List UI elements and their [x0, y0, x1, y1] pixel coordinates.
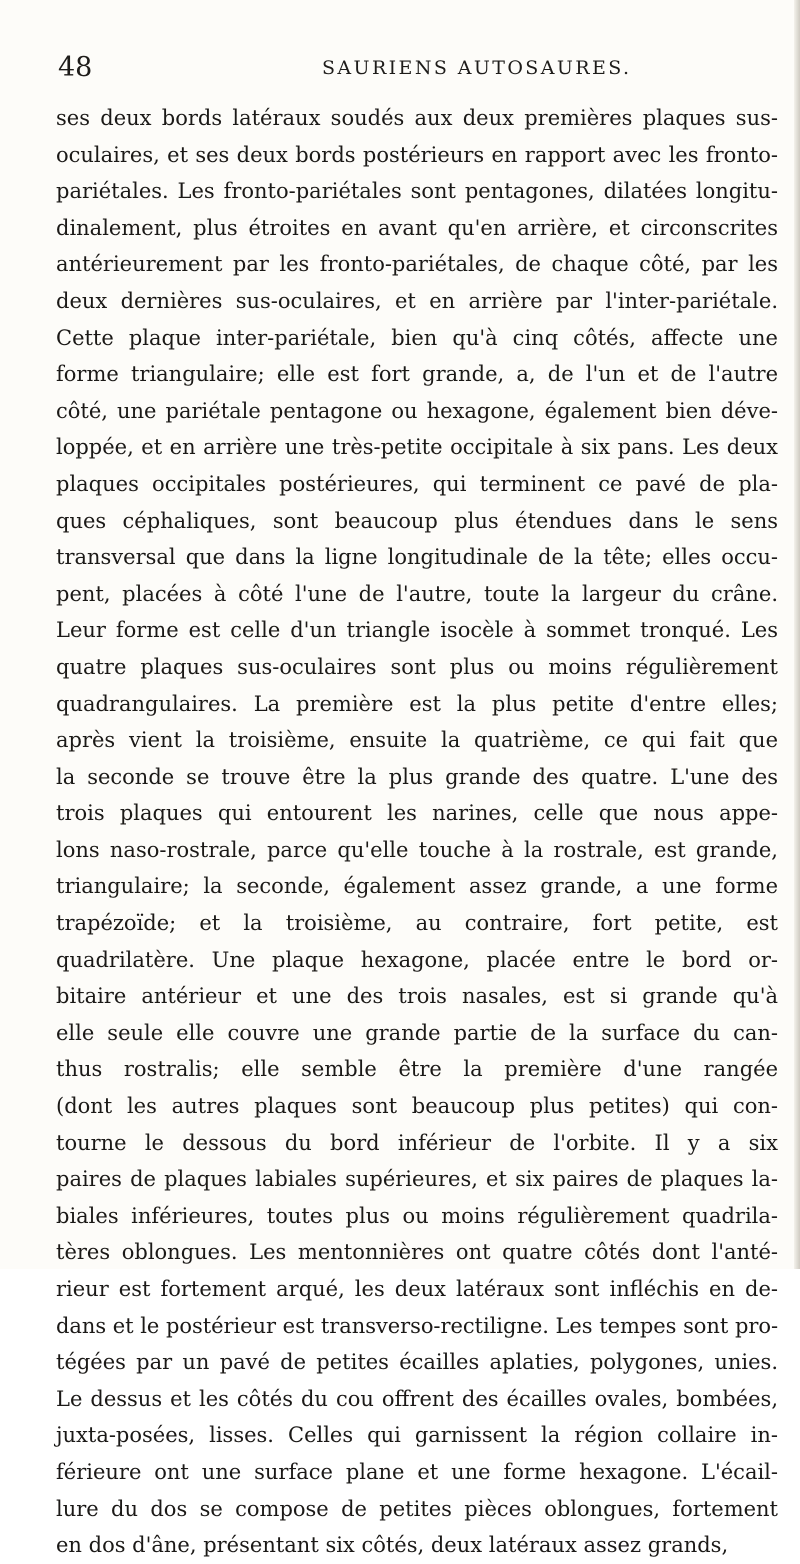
- text-line: rieur est fortement arqué, les deux latéraux sont infléchis en de-: [56, 1277, 778, 1301]
- text-line: plaques occipitales postérieures, qui terminent ce pavé de pla-: [56, 471, 778, 496]
- text-line: pent, placées à côté l'une de l'autre, toute la largeur du crâne.: [56, 581, 778, 606]
- text-line: transversal que dans la ligne longitudinale de la tête; elles occu-: [56, 545, 778, 570]
- text-line: bitaire antérieur et une des trois nasales, est si grande qu'à: [56, 984, 778, 1009]
- text-line: en dos d'âne, présentant six côtés, deux latéraux assez grands,: [56, 1533, 729, 1558]
- body-text: [56, 100, 778, 1564]
- page-header: [58, 50, 758, 86]
- text-line: quadrilatère. Une plaque hexagone, placée entre le bord or-: [56, 947, 778, 972]
- text-line: oculaires, et ses deux bords postérieurs en rapport avec les fronto-: [56, 142, 778, 167]
- text-line: férieure ont une surface plane et une forme hexagone. L'écail-: [56, 1459, 778, 1484]
- page-number: 48: [58, 52, 93, 83]
- text-line: lons naso-rostrale, parce qu'elle touche à la rostrale, est grande,: [56, 837, 778, 862]
- text-line: quadrangulaires. La première est la plus petite d'entre elles;: [56, 691, 778, 716]
- running-title: SAURIENS AUTOSAURES.: [322, 57, 632, 79]
- text-line: Leur forme est celle d'un triangle isocèle à sommet tronqué. Les: [56, 618, 778, 643]
- text-line: (dont les autres plaques sont beaucoup plus petites) qui con-: [56, 1094, 778, 1119]
- page-edge: [794, 0, 800, 1269]
- text-line: thus rostralis; elle semble être la première d'une rangée: [56, 1057, 778, 1082]
- text-line: juxta-posées, lisses. Celles qui garnissent la région collaire in-: [56, 1423, 778, 1448]
- text-line: dinalement, plus étroites en avant qu'en arrière, et circonscrites: [56, 215, 778, 240]
- text-line: deux dernières sus-oculaires, et en arrière par l'inter-pariétale.: [56, 288, 778, 313]
- text-line: antérieurement par les fronto-pariétales, de chaque côté, par les: [56, 252, 778, 277]
- text-line: côté, une pariétale pentagone ou hexagone, également bien déve-: [56, 398, 778, 423]
- text-line: Cette plaque inter-pariétale, bien qu'à cinq côtés, affecte une: [56, 325, 778, 350]
- text-line: la seconde se trouve être la plus grande des quatre. L'une des: [56, 764, 778, 789]
- text-line: tégées par un pavé de petites écailles aplaties, polygones, unies.: [56, 1350, 778, 1375]
- text-line: pariétales. Les fronto-pariétales sont pentagones, dilatées longitu-: [56, 179, 778, 204]
- text-line: ques céphaliques, sont beaucoup plus étendues dans le sens: [56, 508, 778, 533]
- text-line: tourne le dessous du bord inférieur de l'orbite. Il y a six: [56, 1130, 778, 1155]
- text-line: triangulaire; la seconde, également assez grande, a une forme: [56, 874, 778, 899]
- text-line: biales inférieures, toutes plus ou moins régulièrement quadrila-: [56, 1203, 778, 1228]
- text-line: trois plaques qui entourent les narines, celle que nous appe-: [56, 801, 778, 826]
- text-line: loppée, et en arrière une très-petite occipitale à six pans. Les deux: [56, 435, 778, 460]
- text-line: lure du dos se compose de petites pièces oblongues, fortement: [56, 1496, 778, 1521]
- text-line: trapézoïde; et la troisième, au contraire, fort petite, est: [56, 911, 778, 936]
- text-line: quatre plaques sus-oculaires sont plus ou moins régulièrement: [56, 654, 778, 679]
- text-line: après vient la troisième, ensuite la quatrième, ce qui fait que: [56, 728, 778, 753]
- text-line: paires de plaques labiales supérieures, et six paires de plaques la-: [56, 1167, 778, 1192]
- text-line: forme triangulaire; elle est fort grande, a, de l'un et de l'autre: [56, 362, 778, 387]
- text-line: elle seule elle couvre une grande partie de la surface du can-: [56, 1020, 778, 1045]
- text-line: ses deux bords latéraux soudés aux deux premières plaques sus-: [56, 106, 778, 130]
- text-line: tères oblongues. Les mentonnières ont quatre côtés dont l'anté-: [56, 1240, 778, 1265]
- text-line: dans et le postérieur est transverso-rectiligne. Les tempes sont pro-: [56, 1313, 778, 1338]
- text-line: Le dessus et les côtés du cou offrent des écailles ovales, bombées,: [56, 1386, 778, 1411]
